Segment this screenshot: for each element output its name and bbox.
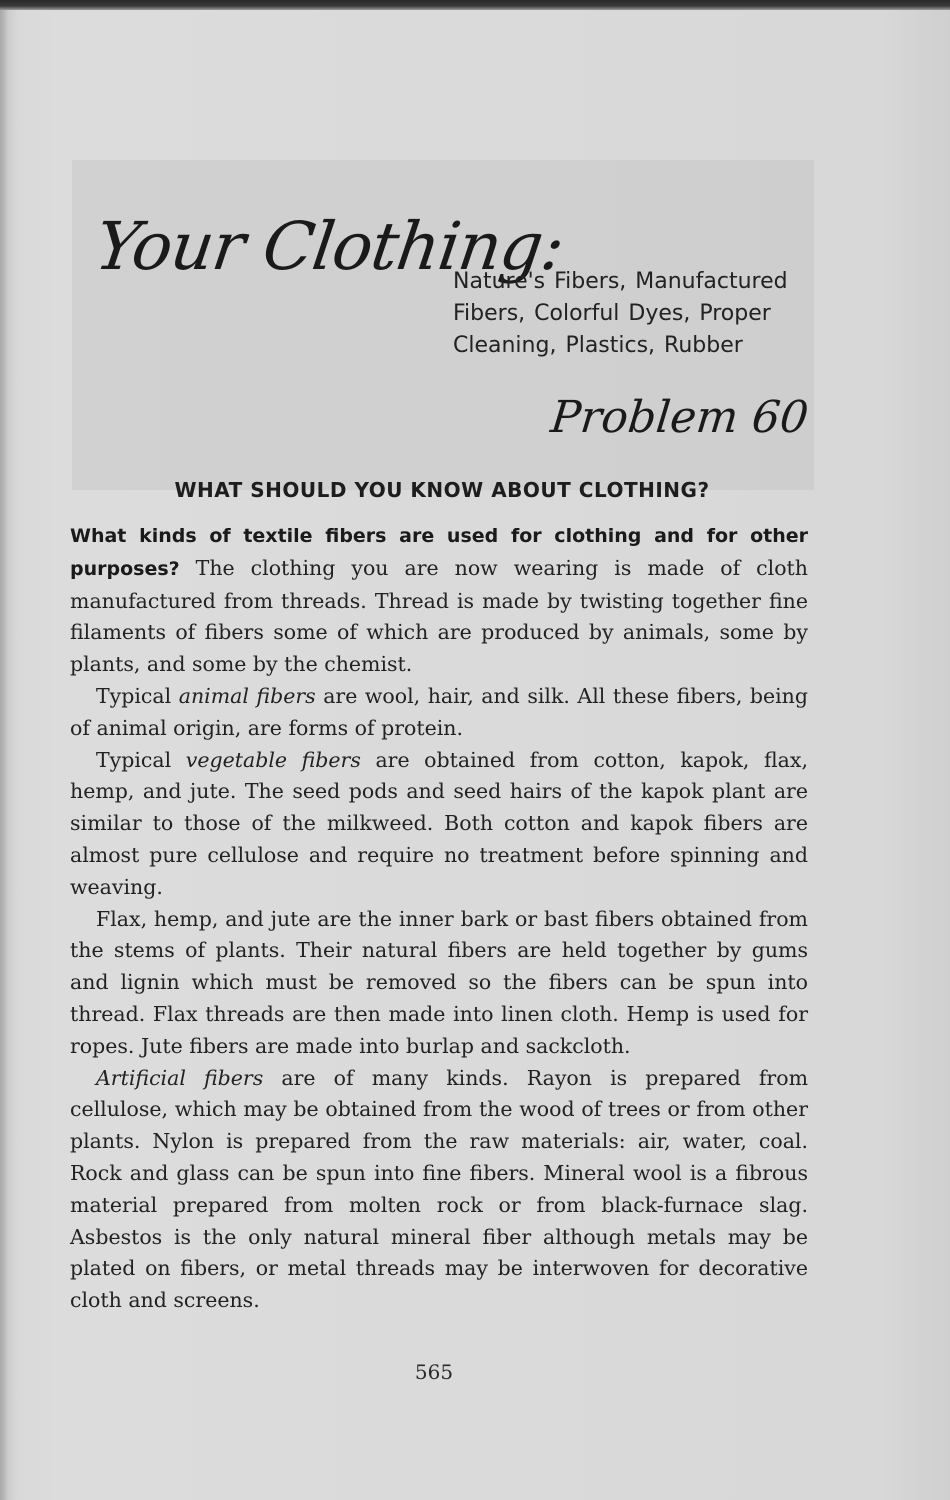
section-heading: WHAT SHOULD YOU KNOW ABOUT CLOTHING? xyxy=(174,478,710,502)
paragraph-1-text: The clothing you are now wearing is made of cloth manufactured from threads. Thread is made by twisting together fine filaments of fibers some of which are produced by animals, some by plants, and some by the chemist. xyxy=(70,555,808,677)
paragraph-1-lead: What kinds of textile fibers are used for clothing and for other purposes? xyxy=(70,525,808,580)
page-top-edge xyxy=(0,0,950,10)
paragraph-3-text: are obtained from cotton, kapok, flax, hemp, and jute. The seed pods and seed hairs of the kapok plant are similar to those of the milkweed. Both cotton and kapok fibers are almost pure cellulose and require no treatment before spinning and weaving. xyxy=(70,747,808,899)
paragraph-5-text: are of many kinds. Rayon is prepared from cellulose, which may be obtained from the wood of trees or from other plants. Nylon is prepared from the raw materials: air, water, coal. Rock and glass can be spun into fine fibers. Mineral wool is a fibrous material prepared from molten rock or from black-furnace slag. Asbestos is the only natural mineral fiber although metals may be plated on fibers, or metal threads may be interwoven for decorative cloth and screens. xyxy=(70,1065,809,1313)
paragraph-5 xyxy=(70,1063,808,1317)
body-text xyxy=(70,520,808,1317)
page-gutter-shadow xyxy=(0,10,8,1500)
chapter-subtitle: Nature's Fibers, Manufactured Fibers, Colorful Dyes, Proper Cleaning, Plastics, Rubber xyxy=(453,269,788,358)
paragraph-3 xyxy=(70,745,808,904)
paragraph-2 xyxy=(70,681,808,745)
problem-label: Problem 60 xyxy=(548,392,811,443)
page-number: 565 xyxy=(414,1360,454,1384)
paragraph-5-term: Artificial fibers xyxy=(96,1065,264,1090)
paragraph-3-term: vegetable fibers xyxy=(185,747,361,772)
chapter-title: Your Clothing: xyxy=(90,208,569,285)
paragraph-3-start: Typical xyxy=(96,747,186,772)
paragraph-2-term: animal fibers xyxy=(178,683,316,708)
paragraph-1 xyxy=(70,520,808,681)
paragraph-4-text: Flax, hemp, and jute are the inner bark or bast fibers obtained from the stems of plants. Their natural fibers are held together by gums and lignin which must be removed so the fibers can be spun into thread. Flax threads are then made into linen cloth. Hemp is used for ropes. Jute fibers are made into burlap and sackcloth. xyxy=(70,906,808,1058)
paragraph-2-text: are wool, hair, and silk. All these fibers, being of animal origin, are forms of protein. xyxy=(70,683,808,740)
paragraph-2-start: Typical xyxy=(96,683,179,708)
paragraph-4 xyxy=(70,904,808,1063)
